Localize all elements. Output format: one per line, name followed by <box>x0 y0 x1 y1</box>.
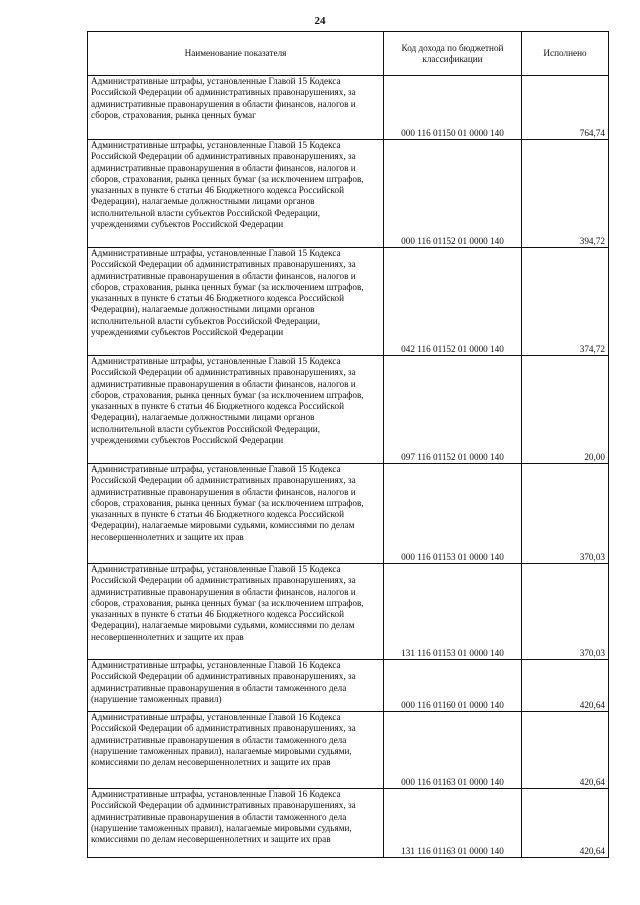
row-name: Административные штрафы, установленные Главой 16 Кодекса Российской Федерации об административных правонарушениях, за административные правонарушения в области таможенного дела (нарушение таможенных правил), налагаемые мировыми судьями, комиссиями по делам несовершеннолетних и защите их прав <box>88 712 384 789</box>
row-code: 000 116 01150 01 0000 140 <box>384 76 522 140</box>
table-row <box>88 464 609 564</box>
row-value: 370,03 <box>522 464 609 564</box>
table-row <box>88 356 609 464</box>
row-code: 131 116 01163 01 0000 140 <box>384 789 522 858</box>
table-row <box>88 248 609 356</box>
header-name: Наименование показателя <box>88 32 384 76</box>
row-value: 420,64 <box>522 789 609 858</box>
table-row <box>88 660 609 712</box>
row-name: Административные штрафы, установленные Главой 15 Кодекса Российской Федерации об административных правонарушениях, за административные правонарушения в области финансов, налогов и сборов, страхования, рынка ценных бумаг (за исключением штрафов, указанных в пункте 6 статьи 46 Бюджетного кодекса Российской Федерации), налагаемые должностными лицами органов исполнительной власти субъектов Российской Федерации, учреждениями субъектов Российской Федерации <box>88 356 384 464</box>
table-body <box>88 76 609 858</box>
row-name: Административные штрафы, установленные Главой 16 Кодекса Российской Федерации об административных правонарушениях, за административные правонарушения в области таможенного дела (нарушение таможенных правил), налагаемые мировыми судьями, комиссиями по делам несовершеннолетних и защите их прав <box>88 789 384 858</box>
row-value: 374,72 <box>522 248 609 356</box>
row-value: 420,64 <box>522 660 609 712</box>
row-code: 000 116 01152 01 0000 140 <box>384 140 522 248</box>
row-name: Административные штрафы, установленные Главой 15 Кодекса Российской Федерации об административных правонарушениях, за административные правонарушения в области финансов, налогов и сборов, страхования, рынка ценных бумаг (за исключением штрафов, указанных в пункте 6 статьи 46 Бюджетного кодекса Российской Федерации), налагаемые должностными лицами органов исполнительной власти субъектов Российской Федерации, учреждениями субъектов Российской Федерации <box>88 248 384 356</box>
revenue-table <box>87 31 609 858</box>
row-code: 042 116 01152 01 0000 140 <box>384 248 522 356</box>
row-name: Административные штрафы, установленные Главой 16 Кодекса Российской Федерации об административных правонарушениях, за административные правонарушения в области таможенного дела (нарушение таможенных правил) <box>88 660 384 712</box>
table-row <box>88 76 609 140</box>
row-name: Административные штрафы, установленные Главой 15 Кодекса Российской Федерации об административных правонарушениях, за административные правонарушения в области финансов, налогов и сборов, страхования, рынка ценных бумаг <box>88 76 384 140</box>
row-code: 097 116 01152 01 0000 140 <box>384 356 522 464</box>
row-code: 000 116 01160 01 0000 140 <box>384 660 522 712</box>
row-name: Административные штрафы, установленные Главой 15 Кодекса Российской Федерации об административных правонарушениях, за административные правонарушения в области финансов, налогов и сборов, страхования, рынка ценных бумаг (за исключением штрафов, указанных в пункте 6 статьи 46 Бюджетного кодекса Российской Федерации), налагаемые мировыми судьями, комиссиями по делам несовершеннолетних и защите их прав <box>88 464 384 564</box>
table-row <box>88 789 609 858</box>
row-name: Административные штрафы, установленные Главой 15 Кодекса Российской Федерации об административных правонарушениях, за административные правонарушения в области финансов, налогов и сборов, страхования, рынка ценных бумаг (за исключением штрафов, указанных в пункте 6 статьи 46 Бюджетного кодекса Российской Федерации), налагаемые должностными лицами органов исполнительной власти субъектов Российской Федерации, учреждениями субъектов Российской Федерации <box>88 140 384 248</box>
table-header <box>88 32 609 76</box>
row-value: 764,74 <box>522 76 609 140</box>
table-row <box>88 712 609 789</box>
header-row <box>88 32 609 76</box>
row-code: 000 116 01163 01 0000 140 <box>384 712 522 789</box>
row-value: 394,72 <box>522 140 609 248</box>
header-code: Код дохода по бюджетной классификации <box>384 32 522 76</box>
row-name: Административные штрафы, установленные Главой 15 Кодекса Российской Федерации об административных правонарушениях, за административные правонарушения в области финансов, налогов и сборов, страхования, рынка ценных бумаг (за исключением штрафов, указанных в пункте 6 статьи 46 Бюджетного кодекса Российской Федерации), налагаемые мировыми судьями, комиссиями по делам несовершеннолетних и защите их прав <box>88 564 384 660</box>
row-code: 131 116 01153 01 0000 140 <box>384 564 522 660</box>
row-value: 370,03 <box>522 564 609 660</box>
header-value: Исполнено <box>522 32 609 76</box>
row-code: 000 116 01153 01 0000 140 <box>384 464 522 564</box>
page-number: 24 <box>314 15 326 27</box>
row-value: 20,00 <box>522 356 609 464</box>
row-value: 420,64 <box>522 712 609 789</box>
table-row <box>88 140 609 248</box>
table-row <box>88 564 609 660</box>
